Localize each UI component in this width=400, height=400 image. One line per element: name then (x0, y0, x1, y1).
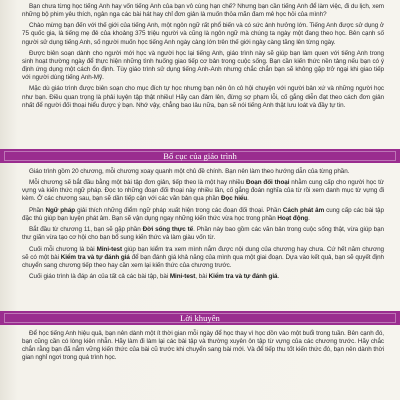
text-run: giải thích những điểm ngữ pháp xuất hiện trong các đoạn đối thoại. Phần (75, 206, 283, 214)
text-run: Để học tiếng Anh hiệu quả, bạn nên dành một ít thời gian mỗi ngày để học thay vì học dồn vào một buổi trong tuần. Bên cạnh đó, bạn cũng cần có lòng kiên nhẫn. Hãy làm đi làm lại các bài tập và thường xuyên ôn tập từ vựng của các chương trước. Hãy chắc chắn rằng bạn đã nắm vững kiến thức của bài cũ trước khi chuyển sang bài mới. Và để tiếp thu tốt kiến thức đó, bạn nên dành thời gian nghỉ ngơi trong quá trình học. (22, 330, 384, 362)
bold-term: Mini-test (169, 272, 196, 280)
bold-term: Đời sống thực tế (142, 226, 194, 234)
section1-paragraph (22, 179, 384, 203)
bold-term: Đọc hiểu (220, 195, 248, 203)
bold-term: Cách phát âm (282, 206, 325, 214)
section1-paragraph (22, 226, 384, 242)
text-run: Cuối mỗi chương là bài (29, 245, 97, 253)
section1-paragraph (22, 273, 384, 281)
text-run: . (277, 272, 280, 280)
text-run: . (247, 195, 249, 203)
text-run: nhằm cung cấp cho người học từ vựng và kiến thức ngữ pháp. Đọc to những đoạn đối thoại này nhiều lần, cố gắng đoán nghĩa của từ rồi xem danh mục từ vựng đi kèm. Ở các chương sau, bạn sẽ dần tiếp cận với các văn bản qua phần (22, 179, 384, 203)
course-structure-section (22, 168, 384, 284)
advice-section (22, 330, 384, 366)
section1-paragraph (22, 207, 384, 223)
bold-term: Kiểm tra và tự đánh giá (208, 272, 278, 280)
intro-paragraph: Bạn chưa từng học tiếng Anh hay vốn tiếng Anh của bạn vô cùng hạn chế? Nhưng bạn cần tiếng Anh để làm việc, đi du lịch, xem những bộ phim yêu thích, ngân nga các bài hát hay chỉ đơn giản là muốn thỏa mãn đam mê học hỏi của mình? (22, 3, 384, 19)
text-run: Giáo trình gồm 20 chương, mỗi chương xoay quanh một chủ đề chính. Bạn nên làm theo hướng dẫn của từng phần. (29, 168, 350, 175)
section-title: Bố cục của giáo trình (163, 151, 237, 161)
section-header-bar (0, 311, 400, 325)
text-run: . Phần này bao gồm các văn bản trong cuộc sống thật, vừa giúp bạn thư giãn vừa tạo cơ hội cho bạn bổ sung kiến thức và làm giàu vốn từ. (22, 226, 384, 242)
intro-paragraph: Chào mừng bạn đến với thế giới của tiếng Anh, một ngôn ngữ rất phổ biến và có sức ảnh hưởng lớn. Tiếng Anh được sử dụng ở 75 quốc gia, là tiếng mẹ đẻ của khoảng 375 triệu người và cũng là ngôn ngữ mà chúng ta ngày một đang theo học. Bên cạnh số người sử dụng tiếng Anh, số người muốn học tiếng Anh ngày càng lớn trên thế giới ngày càng tăng lên từng ngày. (22, 22, 384, 46)
intro-paragraph: Được biên soạn dành cho người mới học và người học lại tiếng Anh, giáo trình này sẽ giúp bạn làm quen với tiếng Anh trong sinh hoạt thường ngày để thực hiện những tình huống giao tiếp cơ bản trong cuộc sống. Bạn cần kiến thức nền tảng nếu bạn có ý định ứng dụng một cách ổn định. Tùy giáo trình sử dụng tiếng Anh-Anh nhưng chắc chắn bạn sẽ không gặp trở ngại khi giao tiếp với người dùng tiếng Anh-Mỹ. (22, 49, 384, 82)
text-run: . (308, 214, 310, 222)
bold-term: Kiểm tra và tự đánh giá (60, 253, 130, 261)
text-run: để bạn đánh giá khả năng của mình qua một giai đoạn. Dựa vào kết quả, bạn sẽ quyết định chuyển sang chương tiếp theo hay cần xem lại kiến thức của chương trước. (22, 253, 384, 269)
text-run: cung cấp các bài tập đặc thù giúp bạn luyện phát âm. Bạn sẽ vận dụng ngay những kiến thức vừa học trong phần (22, 206, 384, 222)
section-title: Lời khuyên (180, 313, 220, 323)
bold-term: Hoạt động (277, 214, 309, 222)
section-header-bar (0, 149, 400, 163)
bold-term: Mini-test (96, 245, 123, 253)
text-run: Bắt đầu từ chương 11, bạn sẽ gặp phần (29, 226, 143, 234)
text-run: Mỗi chương sẽ bắt đầu bằng một bài tập đơn giản, tiếp theo là một hay nhiều (29, 179, 246, 187)
text-run: giúp bạn kiểm tra xem mình nắm được nội dung của chương hay chưa. Cứ hết năm chương sẽ có một bài (22, 245, 384, 261)
section1-paragraph (22, 168, 384, 176)
text-run: Phần (29, 206, 46, 214)
text-run: , bài (195, 272, 209, 280)
bold-term: Ngữ pháp (45, 206, 76, 214)
bold-term: Đoạn đối thoại (246, 179, 290, 187)
introduction (22, 3, 384, 113)
section1-paragraph (22, 246, 384, 270)
text-run: Cuối giáo trình là đáp án của tất cả các bài tập, bài (29, 272, 170, 280)
section2-paragraph (22, 330, 384, 362)
intro-paragraph: Mặc dù giáo trình được biên soạn cho mục đích tự học nhưng bạn nên ôn cô hội chuyện với người bản xứ và những người học như bạn. Điều quan trọng là phải luyện tập thật nhiều! Hãy can đảm lên, đừng sợ phạm lỗi, cố gắng diễn đạt theo cách đơn giản nhất để người đối thoại hiểu được ý bạn. Nhớ vậy, chẳng bao lâu nữa, bạn sẽ nói tiếng Anh thật lưu loát và đầy tự tin. (22, 85, 384, 109)
